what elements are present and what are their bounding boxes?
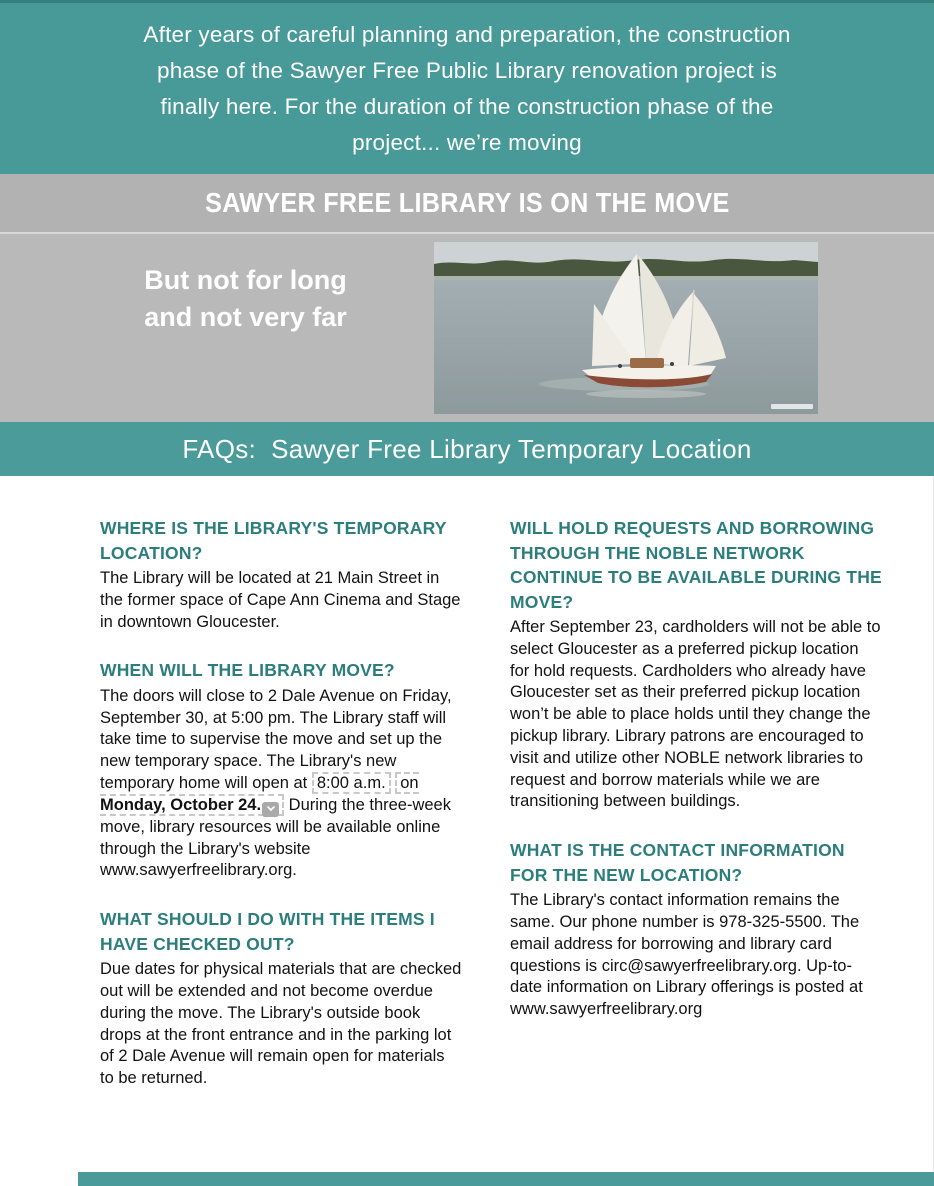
faq-column-left	[100, 516, 462, 1115]
hero-tagline	[88, 262, 403, 336]
sailboat-photo	[434, 242, 818, 414]
faq-answer-text: The doors will close to 2 Dale Avenue on Friday, September 30, at 5:00 pm. The Library staff will take time to supervise the move and set up the new temporary space. The Library's new temporary home will open at	[100, 686, 452, 793]
intro-line: project... we’re moving	[352, 129, 582, 155]
move-banner	[0, 174, 934, 234]
faq-answer: After September 23, cardholders will not be able to select Gloucester as a preferred pickup location for hold requests. Cardholders who already have Gloucester set as their preferred pickup location won’t be able to place holds until they change the pickup library. Library patrons are encouraged to visit and utilize other NOBLE network libraries to request and borrow materials while we are transitioning between buildings.	[510, 618, 881, 811]
faq-item-temporary-location	[100, 516, 462, 633]
faq-banner-title: FAQs: Sawyer Free Library Temporary Location	[182, 433, 752, 464]
faq-answer: Due dates for physical materials that are checked out will be extended and not become overdue during the move. The Library's outside book drops at the front entrance and in the parking lot of 2 Dale Avenue will remain open for materials to be returned.	[100, 960, 462, 1088]
faq-answer	[100, 686, 462, 882]
faq-question: WHERE IS THE LIBRARY'S TEMPORARY LOCATION?	[100, 518, 447, 563]
faq-answer: The Library's contact information remains the same. Our phone number is 978-325-5500. The email address for borrowing and library card questions is circ@sawyerfreelibrary.org. Up-to-date information on Library offerings is posted at www.sawyerfreelibrary.org	[510, 891, 863, 1019]
sailboat-illustration	[434, 242, 818, 414]
bottom-teal-strip	[78, 1172, 934, 1186]
faq-item-contact-info	[510, 838, 882, 1021]
intro-line: phase of the Sawyer Free Public Library renovation project is	[156, 57, 777, 83]
faq-item-when-move	[100, 658, 462, 882]
hero-tagline-line: and not very far	[144, 302, 347, 332]
time-field-value: 8:00 a.m.	[316, 774, 386, 793]
intro-banner	[0, 0, 934, 174]
photo-credit-text	[771, 404, 813, 409]
move-banner-title: SAWYER FREE LIBRARY IS ON THE MOVE	[204, 187, 730, 218]
faq-question: WILL HOLD REQUESTS AND BORROWING THROUGH THE NOBLE NETWORK CONTINUE TO BE AVAILABLE DURING THE MOVE?	[510, 518, 882, 612]
date-dropdown-button[interactable]	[262, 802, 279, 817]
faq-question: WHAT SHOULD I DO WITH THE ITEMS I HAVE CHECKED OUT?	[100, 909, 435, 954]
faq-answer-text: During the three-week move, library resources will be available online through the Library's website www.sawyerfreelibrary.org.	[100, 795, 451, 880]
chevron-down-icon	[266, 805, 276, 812]
intro-line: After years of careful planning and preparation, the construction	[143, 21, 791, 47]
time-content-control[interactable]	[312, 772, 391, 794]
date-field-value: Monday, October 24.	[100, 795, 262, 814]
faq-question: WHEN WILL THE LIBRARY MOVE?	[100, 660, 395, 681]
faq-item-checked-out-items	[100, 907, 462, 1090]
faq-content	[0, 476, 934, 1115]
hero-section	[0, 234, 934, 422]
faq-question: WHAT IS THE CONTACT INFORMATION FOR THE NEW LOCATION?	[510, 840, 845, 885]
faq-answer: The Library will be located at 21 Main Street in the former space of Cape Ann Cinema and Stage in downtown Gloucester.	[100, 569, 461, 631]
faq-column-right	[510, 516, 882, 1115]
intro-line: finally here. For the duration of the construction phase of the	[160, 93, 774, 119]
faq-banner	[0, 422, 934, 476]
faq-item-noble-network	[510, 516, 882, 813]
hero-tagline-line: But not for long	[144, 265, 347, 295]
date-prefix: on	[400, 774, 419, 793]
